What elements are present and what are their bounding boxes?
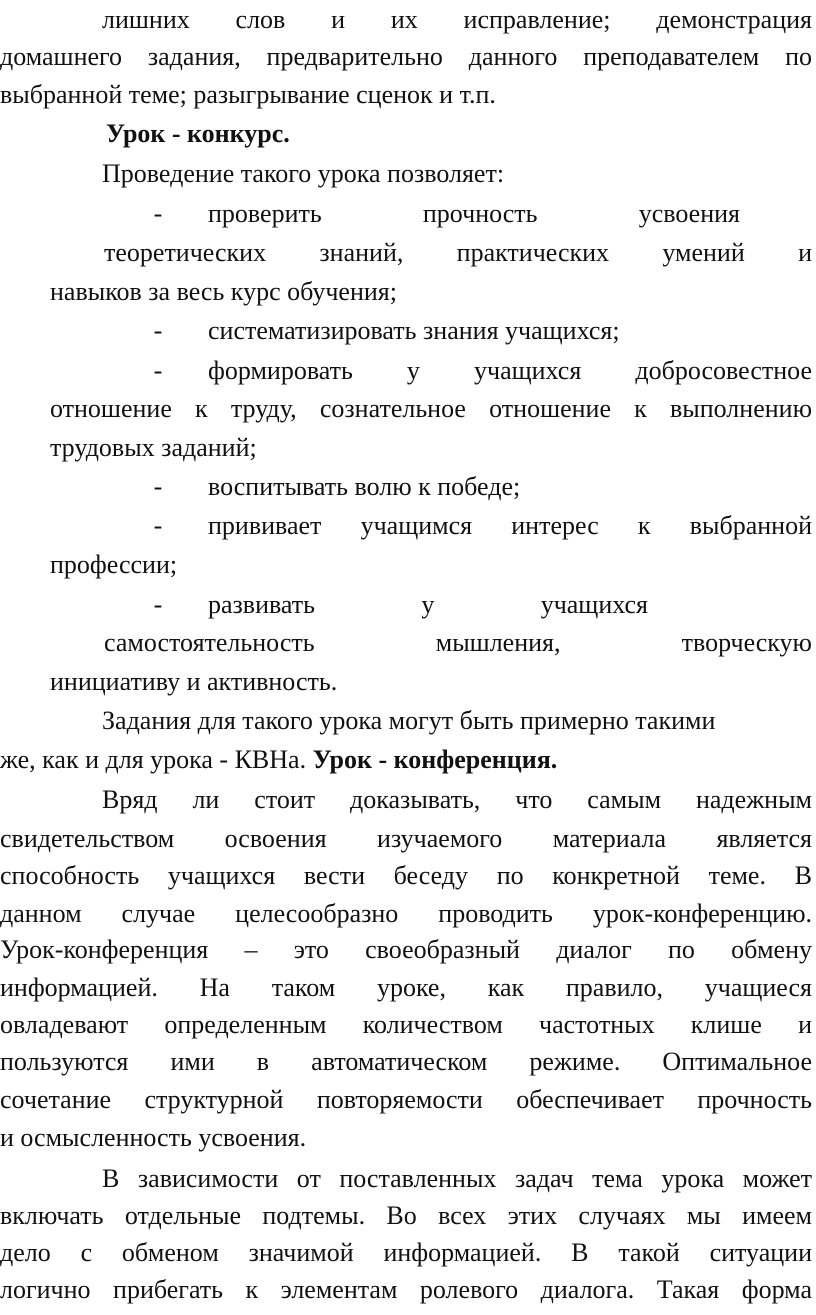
list-dash: - (153, 511, 163, 540)
text-line: выбранной теме; разыгрывание сценок и т.п. (0, 80, 496, 109)
text-line: трудовых заданий; (50, 433, 257, 462)
text-line: отношение к труду, сознательное отношение к выполнению (50, 394, 812, 423)
text-line: В зависимости от поставленных задач тема урока может (102, 1164, 812, 1193)
list-dash: - (153, 356, 163, 385)
text-line: Задания для такого урока могут быть примерно такими (102, 706, 716, 735)
text-line: дело с обменом значимой информацией. В такой ситуации (0, 1238, 812, 1267)
list-item (0, 352, 816, 390)
text-line: сочетание структурной повторяемости обеспечивает прочность (0, 1085, 812, 1114)
text-line: Урок-конференция – это своеобразный диалог по обмену (0, 935, 812, 964)
text-line: профессии; (50, 550, 178, 579)
list-item (0, 312, 816, 350)
list-item (0, 195, 816, 233)
list-item-text: систематизировать знания учащихся; (208, 316, 620, 345)
text-span: же, как и для урока - КВНа. (0, 745, 307, 774)
list-dash: - (153, 590, 163, 619)
text-line: логично прибегать к элементам ролевого диалога. Такая форма (0, 1275, 812, 1304)
text-line: навыков за весь курс обучения; (50, 277, 397, 306)
text-line: овладевают определенным количеством частотных клише и (0, 1010, 812, 1039)
text-line (0, 741, 816, 779)
section-heading-contest: Урок - конкурс. (106, 119, 290, 148)
text-line: информацией. На таком уроке, как правило, учащиеся (0, 973, 812, 1002)
list-dash: - (153, 316, 163, 345)
list-item (0, 586, 816, 624)
text-line: данном случае целесообразно проводить урок-конференцию. (0, 899, 812, 928)
text-line: лишних слов и их исправление; демонстрация (102, 5, 812, 34)
list-dash: - (153, 199, 163, 228)
text-line: пользуются ими в автоматическом режиме. Оптимальное (0, 1047, 812, 1076)
list-item-text: прививает учащимся интерес к выбранной (208, 511, 812, 540)
text-line: способность учащихся вести беседу по конкретной теме. В (0, 861, 812, 890)
text-line: и осмысленность усвоения. (0, 1123, 307, 1152)
list-item-text: развивать у учащихся (208, 590, 648, 619)
list-dash: - (153, 472, 163, 501)
list-item (0, 507, 816, 545)
text-line: включать отдельные подтемы. Во всех этих случаях мы имеем (0, 1201, 812, 1230)
list-item-text: проверить прочность усвоения (208, 199, 740, 228)
text-line: Проведение такого урока позволяет: (102, 159, 505, 188)
list-item-text: формировать у учащихся добросовестное (208, 356, 812, 385)
text-line: свидетельством освоения изучаемого материала является (0, 824, 812, 853)
text-line: Вряд ли стоит доказывать, что самым надежным (102, 785, 812, 814)
list-item (0, 468, 816, 506)
text-line: самостоятельность мышления, творческую (104, 628, 812, 657)
text-line: теоретических знаний, практических умений и (104, 238, 812, 267)
text-line: инициативу и активность. (50, 667, 338, 696)
section-heading-conference: Урок - конференция. (312, 745, 558, 774)
text-line: домашнего задания, предварительно данного преподавателем по (0, 42, 812, 71)
list-item-text: воспитывать волю к победе; (208, 472, 521, 501)
